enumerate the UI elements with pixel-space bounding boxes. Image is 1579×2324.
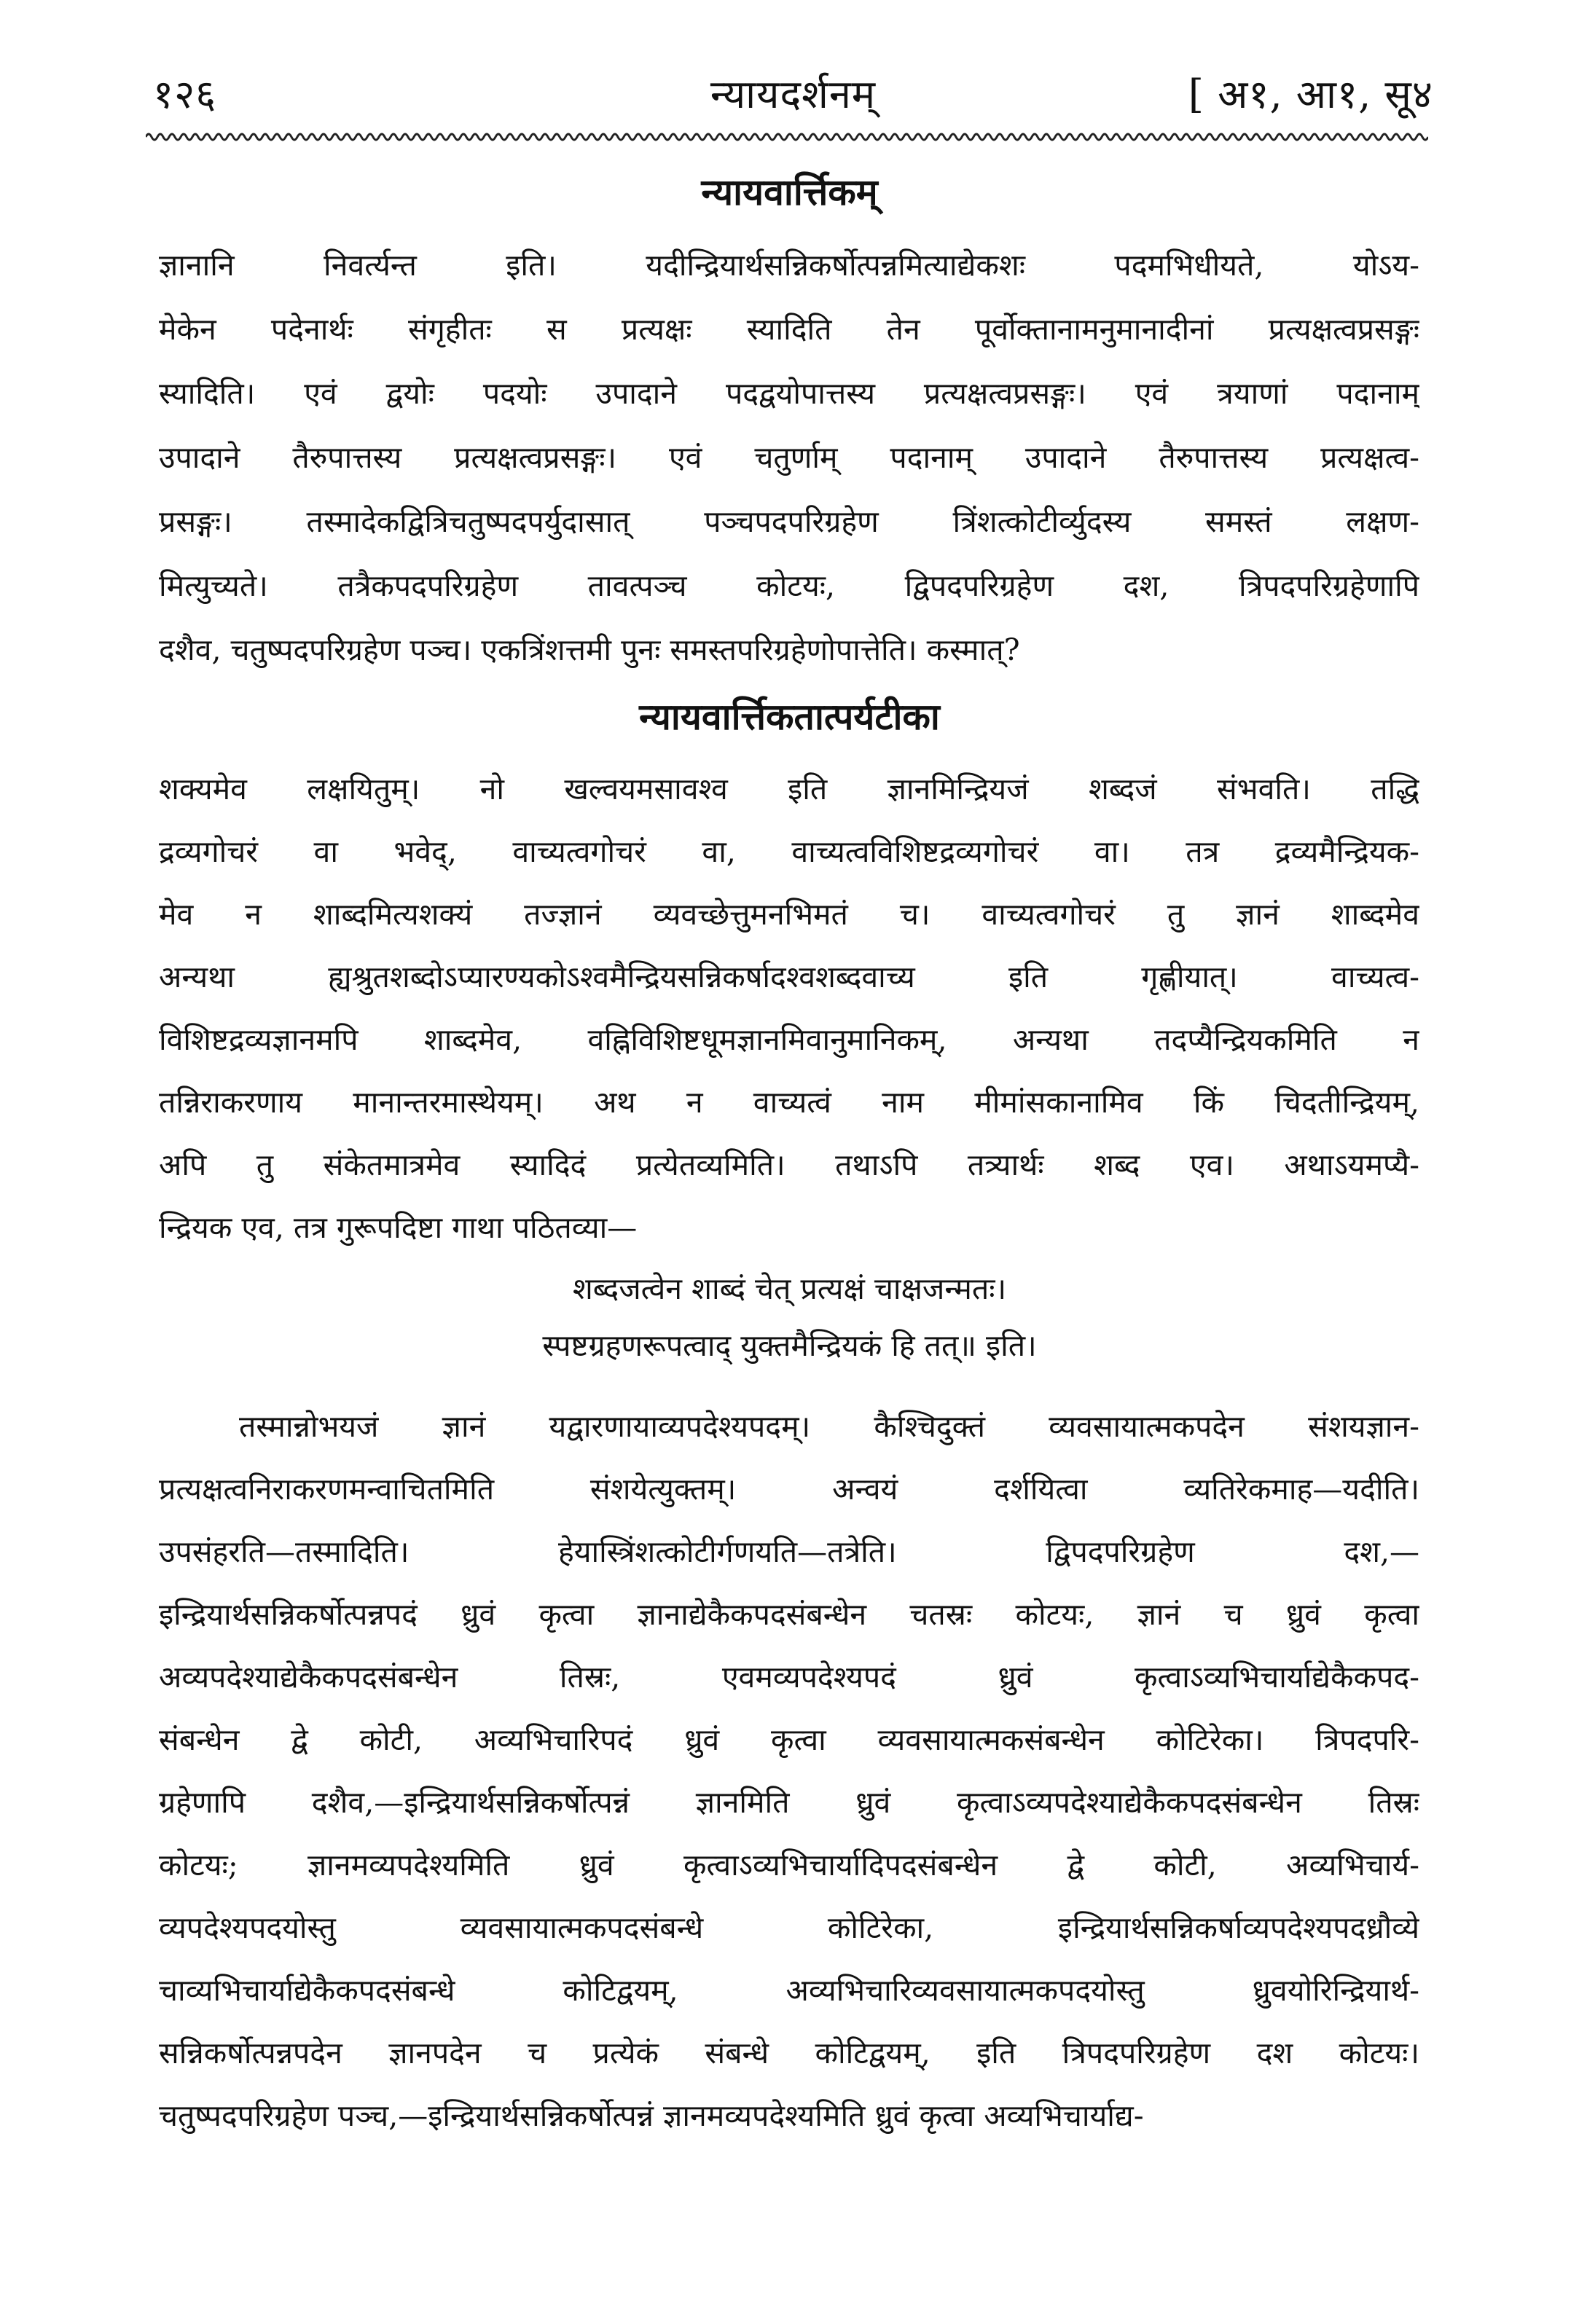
text-line: संबन्धेन द्वे कोटी, अव्यभिचारिपदं ध्रुवं कृत्वा व्यवसायात्मकसंबन्धेन कोटिरेका। त्रिपदपरि- [159, 1722, 1419, 1757]
text-line: अपि तु संकेतमात्रमेव स्यादिदं प्रत्येतव्यमिति। तथाऽपि तत्र्यार्थः शब्द एव। अथाऽयमप्यै- [159, 1147, 1419, 1182]
text-line: मेकेन पदेनार्थः संगृहीतः स प्रत्यक्षः स्यादिति तेन पूर्वोक्तानामनुमानादीनां प्रत्यक्षत्वप्रसङ्गः [159, 312, 1419, 347]
tika-text [159, 758, 1419, 1259]
verse-line-2: स्पष्टग्रहणरूपत्वाद् युक्तमैन्द्रियकं हि तत्॥ इति। [542, 1328, 1037, 1363]
text-line: तन्निराकरणाय मानान्तरमास्थेयम्। अथ न वाच्यत्वं नाम मीमांसकानामिव किं चिदतीन्द्रियम्, [159, 1085, 1419, 1120]
text-line: न्द्रियक एव, तत्र गुरूपदिष्टा गाथा पठितव्या— [159, 1210, 638, 1245]
section-title-vartika: न्यायवार्त्तिकम् [701, 170, 878, 213]
wavy-divider [146, 128, 1428, 146]
text-line: अन्यथा ह्यश्रुतशब्दोऽप्यारण्यकोऽश्वमैन्द्रियसन्निकर्षादश्वशब्दवाच्य इति गृह्णीयात्। वाच्यत्व- [159, 959, 1419, 994]
section-reference: [ अ१, आ१, सू४ [1188, 71, 1433, 117]
running-title: न्यायदर्शनम् [710, 71, 877, 117]
text-line: ग्रहेणापि दशैव,—इन्द्रियार्थसन्निकर्षोत्पन्नं ज्ञानमिति ध्रुवं कृत्वाऽव्यपदेश्याद्येकैकपदसंबन्धेन तिस्रः [159, 1785, 1419, 1820]
text-line: चतुष्पदपरिग्रहेण पञ्च,—इन्द्रियार्थसन्निकर्षोत्पन्नं ज्ञानमव्यपदेश्यमिति ध्रुवं कृत्वा अव्यभिचार्याद्य- [159, 2098, 1144, 2133]
text-line: कोटयः; ज्ञानमव्यपदेश्यमिति ध्रुवं कृत्वाऽव्यभिचार्यादिपदसंबन्धेन द्वे कोटी, अव्यभिचार्य- [159, 1848, 1419, 1883]
tika-commentary-text [159, 1395, 1419, 2147]
text-line: ज्ञानानि निवर्त्यन्त इति। यदीन्द्रियार्थसन्निकर्षोत्पन्नमित्याद्येकशः पदमभिधीयते, योऽय- [159, 248, 1419, 283]
text-line: व्यपदेश्यपदयोस्तु व्यवसायात्मकपदसंबन्धे कोटिरेका, इन्द्रियार्थसन्निकर्षाव्यपदेश्यपदध्रौव्ये [159, 1910, 1419, 1945]
text-line: अव्यपदेश्याद्येकैकपदसंबन्धेन तिस्रः, एवमव्यपदेश्यपदं ध्रुवं कृत्वाऽव्यभिचार्याद्येकैकपद- [159, 1660, 1419, 1695]
text-line: तस्मान्नोभयजं ज्ञानं यद्वारणायाव्यपदेश्यपदम्। कैश्चिदुक्तं व्यवसायात्मकपदेन संशयज्ञान- [239, 1409, 1419, 1444]
section-title-tika: न्यायवार्त्तिकतात्पर्यटीका [639, 695, 940, 738]
text-line: इन्द्रियार्थसन्निकर्षोत्पन्नपदं ध्रुवं कृत्वा ज्ञानाद्येकैकपदसंबन्धेन चतस्रः कोटयः, ज्ञानं च ध्रुवं कृत्वा [159, 1597, 1419, 1632]
text-line: शक्यमेव लक्षयितुम्। नो खल्वयमसावश्व इति ज्ञानमिन्द्रियजं शब्दजं संभवति। तद्धि [159, 772, 1419, 806]
text-line: सन्निकर्षोत्पन्नपदेन ज्ञानपदेन च प्रत्येकं संबन्धे कोटिद्वयम्, इति त्रिपदपरिग्रहेण दश कोटयः। [159, 2036, 1419, 2070]
page-number: १२६ [153, 71, 217, 117]
vartika-text [159, 233, 1419, 682]
text-line: प्रत्यक्षत्वनिराकरणमन्वाचितमिति संशयेत्युक्तम्। अन्वयं दर्शयित्वा व्यतिरेकमाह—यदीति। [159, 1472, 1419, 1507]
text-line: स्यादिति। एवं द्वयोः पदयोः उपादाने पदद्वयोपात्तस्य प्रत्यक्षत्वप्रसङ्गः। एवं त्रयाणां पदानाम् [159, 376, 1419, 411]
text-line: दशैव, चतुष्पदपरिग्रहेण पञ्च। एकत्रिंशत्तमी पुनः समस्तपरिग्रहेणोपात्तेति। कस्मात्? [159, 632, 1020, 667]
text-line: उपादाने तैरुपात्तस्य प्रत्यक्षत्वप्रसङ्गः। एवं चतुर्णाम् पदानाम् उपादाने तैरुपात्तस्य प्रत्यक्षत्व- [159, 440, 1419, 475]
text-line: चाव्यभिचार्याद्येकैकपदसंबन्धे कोटिद्वयम्, अव्यभिचारिव्यवसायात्मकपदयोस्तु ध्रुवयोरिन्द्रियार्थ- [159, 1973, 1419, 2008]
text-line: उपसंहरति—तस्मादिति। हेयास्त्रिंशत्कोटीर्गणयति—तत्रेति। द्विपदपरिग्रहेण दश,— [159, 1534, 1419, 1569]
text-line: द्रव्यगोचरं वा भवेद्, वाच्यत्वगोचरं वा, वाच्यत्वविशिष्टद्रव्यगोचरं वा। तत्र द्रव्यमैन्द्रियक- [159, 834, 1419, 869]
text-line: मेव न शाब्दमित्यशक्यं तज्ज्ञानं व्यवच्छेत्तुमनभिमतं च। वाच्यत्वगोचरं तु ज्ञानं शाब्दमेव [159, 897, 1419, 932]
verse-line-1: शब्दजत्वेन शाब्दं चेत् प्रत्यक्षं चाक्षजन्मतः। [572, 1271, 1007, 1306]
page-header [153, 60, 1433, 125]
text-line: विशिष्टद्रव्यज्ञानमपि शाब्दमेव, वह्निविशिष्टधूमज्ञानमिवानुमानिकम्, अन्यथा तदप्यैन्द्रियकमिति न [159, 1022, 1419, 1057]
text-line: मित्युच्यते। तत्रैकपदपरिग्रहेण तावत्पञ्च कोटयः, द्विपदपरिग्रहेण दश, त्रिपदपरिग्रहेणापि [159, 568, 1419, 603]
text-line: प्रसङ्गः। तस्मादेकद्वित्रिचतुष्पदपर्युदासात् पञ्चपदपरिग्रहेण त्रिंशत्कोटीर्व्युदस्य समस्तं लक्षण- [159, 504, 1419, 539]
